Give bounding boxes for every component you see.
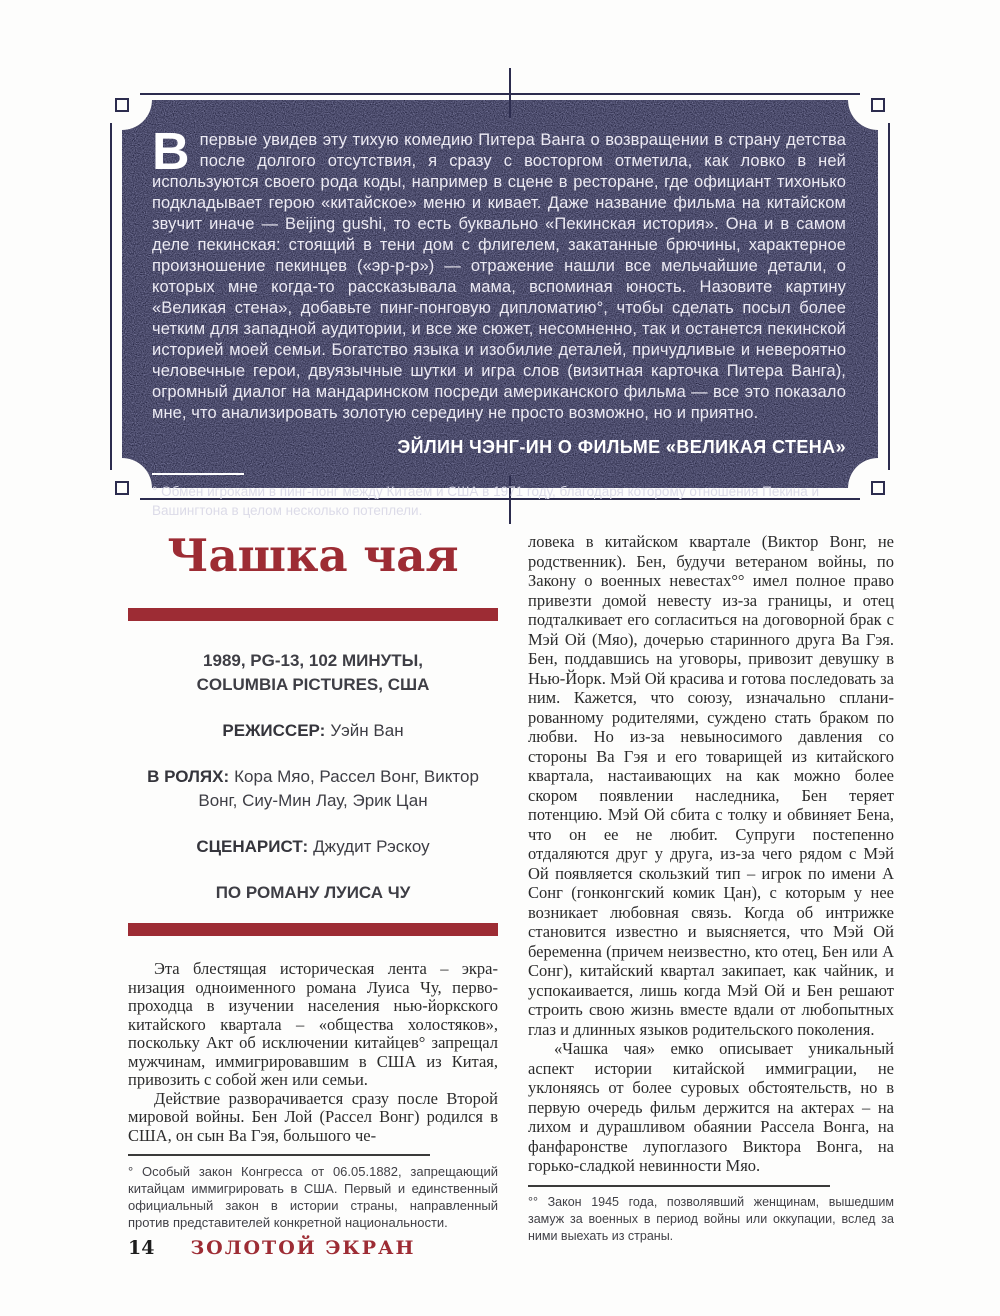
- left-body: [128, 960, 498, 1145]
- footnote-right: °° Закон 1945 года, позволявший женщинам, вышедшим замуж за военных в период войны или оккупации, вслед за ними выехать из страны.: [528, 1194, 894, 1243]
- footnote-left: ° Особый закон Конгресса от 06.05.1882, запрещающий китайцам иммигрировать в США. Первый и единственный официальный закон в истории страны, направленный против представителей конкретной национальности.: [128, 1164, 498, 1230]
- director-row: [128, 719, 498, 743]
- body-paragraph: Эта блестящая историческая лента – экранизация одноименного романа Луиса Чу, первопроходца в изучении населения нью-йоркского китайского квартала – «общества холостяков», поскольку Акт об исключении китайцев° запрещал мужчинам, иммигрировавшим в США из Китая, привозить с собой жен или семьи.: [128, 959, 498, 1089]
- based-on-note: ПО РОМАНУ ЛУИСА ЧУ: [215, 883, 411, 902]
- quote-attribution: ЭЙЛИН ЧЭНГ-ИН О ФИЛЬМЕ «ВЕЛИКАЯ СТЕНА»: [397, 437, 846, 457]
- director-label: РЕЖИССЕР:: [222, 721, 326, 740]
- body-paragraph: ловека в китайском квартале (Виктор Вонг, не родственник). Бен, будучи ветераном войны, по Закону о военных невестах°° имел полное право привезти домой невесту из-за границы, и отец подталкивает его согласиться на договорной брак с Мэй Ой (Мяо), дочерью старинного друга Ва Гэя. Бен, поддавшись на уговоры, привозит девушку в Нью-Йорк. Мэй Ой красива и готова последовать за ним. Кажется, что союзу, изначально спланированному родителями, суждено стать браком по любви. Но из-за невыносимого давления со стороны Ва Гэя и его товарищей из китайского квартала, настаивающих на как можно более скором появлении наследника, Бен теряет потенцию. Мэй Ой сбита с толку и обвиняет Бена, что он ее не любит. Супруги постепенно отдаляются друг у друга, из-за чего рядом с Мэй Ой появляется скользкий тип – игрок по имени А Сонг (гонконгский комик Цан), с которым у нее возникает любовная связь. Когда об интрижке становится известно и выясняется, что Мэй Ой беременна (причем неизвестно, кто отец, Бен или А Сонг), китайский квартал закипает, как чайник, и успокаивается, лишь когда Мэй Ой и Бен решают строить свою жизнь вместе вдали от любопытных глаз и длинных языков родительского поколения.: [528, 532, 894, 1039]
- divider-bar-top: [128, 608, 498, 621]
- film-specs-line1: 1989, PG-13, 102 МИНУТЫ,: [203, 651, 423, 670]
- divider-bar-bottom: [128, 923, 498, 936]
- article-title: Чашка чая: [167, 529, 459, 582]
- quote-footnote-divider: [152, 473, 244, 475]
- body-paragraph: Действие разворачивается сразу после Второй мировой войны. Бен Лой (Рассел Вонг) родился в США, он сын Ва Гэя, большого че-: [128, 1088, 498, 1145]
- cast-label: В РОЛЯХ:: [147, 767, 230, 786]
- quote-dropcap: В: [152, 123, 190, 181]
- film-specs: [128, 649, 498, 697]
- director-name: Уэйн Ван: [330, 721, 404, 740]
- running-title: ЗОЛОТОЙ ЭКРАН: [190, 1237, 416, 1259]
- cast-row: [128, 765, 498, 813]
- film-credits: [128, 649, 498, 905]
- corner-square-bottom-left: [116, 482, 128, 494]
- corner-square-top-right: [872, 99, 884, 111]
- quote-text: [152, 123, 846, 424]
- cast-names: Кора Мяо, Рассел Вонг, Виктор Вонг, Сиу-Мин Лау, Эрик Цан: [198, 767, 479, 810]
- body-paragraph: «Чашка чая» емко описывает уникальный аспект истории китайской иммиграции, не уклоняясь от более суровых обстоятельств, но в первую очередь фильм держится на актерах – на лихом и дурашливом обаянии Рассела Вонга, на фанфаронстве лупоглазого Виктора Вонга, на горько-сладкой невинности Мяо.: [528, 1039, 894, 1175]
- writer-row: [128, 835, 498, 859]
- corner-square-top-left: [116, 99, 128, 111]
- footnote-rule-right: [528, 1185, 830, 1187]
- left-column: [128, 530, 498, 1231]
- footnote-rule-left: [128, 1154, 430, 1156]
- page-number: 14: [128, 1237, 155, 1259]
- writer-name: Джудит Рэскоу: [313, 837, 430, 856]
- film-specs-line2: COLUMBIA PICTURES, США: [196, 675, 430, 694]
- writer-label: СЦЕНАРИСТ:: [196, 837, 309, 856]
- right-column: [528, 532, 894, 1245]
- quote-footnote: ° Обмен игроками в пинг-понг между Китаем и США в 1971 году, благодаря которому отношения Пекина и Вашингтона в целом несколько потеплели.: [152, 484, 820, 518]
- page-footer: [128, 1237, 415, 1259]
- right-body: [528, 532, 894, 1176]
- corner-square-bottom-right: [872, 482, 884, 494]
- quote-body: первые увидев эту тихую комедию Питера Ванга о возвращении в страну детства после долгого отсутствия, я сразу с восторгом отметила, как ловко в ней используются своего рода коды, например в сцене в ресторане, где официант тихонько подкладывает герою «китайское» меню и кивает. Даже название фильма на китайском звучит иначе — Beijing gushi, то есть буквально «Пекинская история». Она и в самом деле пекинская: стоящий в тени дом с флигелем, закатанные брючины, характерное произношение пекинцев («эр-р-р») — отражение нашли все мельчайшие детали, о которых мне когда-то рассказывала мама, вспоминая юность. Назовите картину «Великая стена», добавьте пинг-понговую дипломатию°, чтобы сделать посыл более четким для западной аудитории, и все же сюжет, несомненно, так и останется пекинской историей моей семьи. Богатство языка и изобилие деталей, причудливые и невероятно человечные герои, двуязычные шутки и игра слов (визитная карточка Питера Ванга), огромный диалог на мандаринском посреди американского фильма — все это показало мне, что анализировать золотую середину не просто возможно, но и приятно.: [152, 131, 846, 422]
- quote-panel: [152, 123, 846, 520]
